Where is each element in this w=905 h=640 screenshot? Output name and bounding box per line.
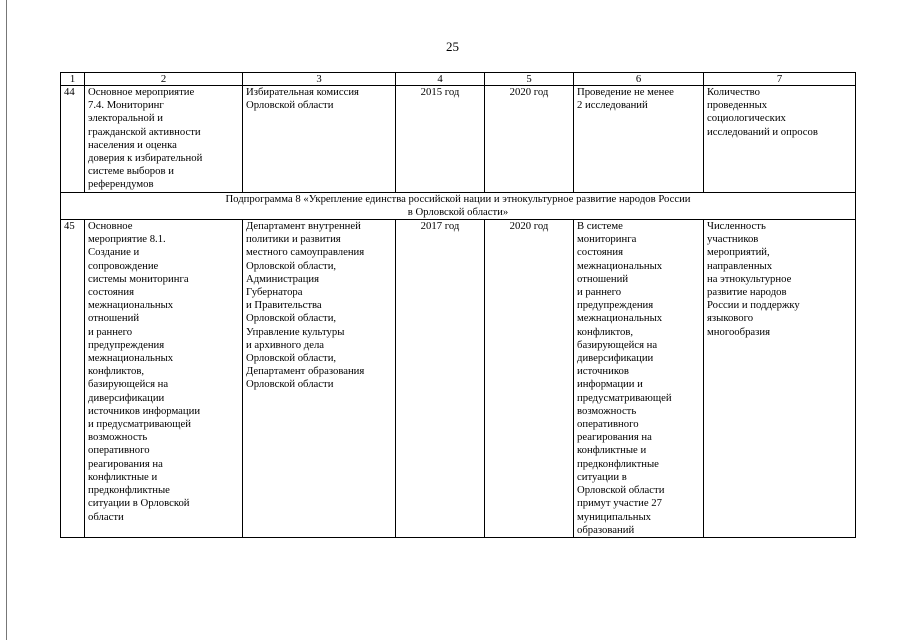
text-line: электоральной и <box>88 112 163 125</box>
text-line: доверия к избирательной <box>88 152 203 165</box>
text-line: реагирования на <box>88 457 163 470</box>
column-header: 5 <box>485 73 574 86</box>
text-line: проведенных <box>707 99 768 112</box>
text-line: предконфликтные <box>88 484 170 497</box>
text-line: Количество <box>707 86 760 98</box>
text-line: предупреждения <box>88 338 165 351</box>
text-line: предупреждения <box>577 299 654 312</box>
subprogram-title <box>61 192 856 219</box>
text-line: конфликтные и <box>577 444 647 457</box>
text-line: источников информации <box>88 404 201 417</box>
result-cell <box>574 220 704 538</box>
column-header: 7 <box>704 73 856 86</box>
text-line: отношений <box>577 272 629 285</box>
text-line: конфликтов, <box>577 325 634 338</box>
text-line: многообразия <box>707 325 771 338</box>
text-line: предусматривающей <box>577 391 672 404</box>
indicator-cell <box>704 86 856 193</box>
text-line: и архивного дела <box>246 338 325 351</box>
text-line: Подпрограмма 8 «Укрепление единства российской нации и этнокультурное развитие народов России <box>225 192 691 205</box>
end-year-cell: 2020 год <box>485 86 574 193</box>
row-number: 44 <box>61 86 85 193</box>
header-row <box>61 73 856 86</box>
text-line: Орловской области, <box>246 312 337 325</box>
text-line: оперативного <box>577 418 639 431</box>
text-line: конфликтов, <box>88 365 145 378</box>
text-line: базирующейся на <box>88 378 169 391</box>
text-line: мероприятие 8.1. <box>88 233 166 246</box>
text-line: и раннего <box>577 286 622 299</box>
text-line: ситуации в Орловской <box>88 497 190 510</box>
page-number: 25 <box>446 39 459 54</box>
text-line: конфликтные и <box>88 470 158 483</box>
text-line: в Орловской области» <box>407 205 509 218</box>
text-line: межнациональных <box>88 299 174 312</box>
text-line: Орловской области <box>577 484 665 497</box>
text-line: Орловской области <box>246 378 334 391</box>
start-year-cell: 2015 год <box>396 86 485 193</box>
text-line: Губернатора <box>246 286 303 299</box>
text-line: возможность <box>577 404 637 417</box>
column-header: 6 <box>574 73 704 86</box>
text-line: диверсификации <box>88 391 165 404</box>
text-line: на этнокультурное <box>707 272 792 285</box>
table-row <box>61 220 856 538</box>
text-line: Орловской области, <box>246 352 337 365</box>
text-line: состояния <box>88 286 135 299</box>
text-line: системы мониторинга <box>88 272 189 285</box>
row-number: 45 <box>61 220 85 538</box>
text-line: участников <box>707 233 759 246</box>
text-line: мероприятий, <box>707 246 770 259</box>
activity-cell <box>85 220 243 538</box>
column-header: 4 <box>396 73 485 86</box>
text-line: ситуации в <box>577 470 627 483</box>
executor-cell <box>243 86 396 193</box>
text-line: межнациональных <box>577 259 663 272</box>
text-line: предконфликтные <box>577 457 659 470</box>
text-line: межнациональных <box>88 352 174 365</box>
text-line: и предусматривающей <box>88 418 191 431</box>
result-cell <box>574 86 704 193</box>
column-header: 3 <box>243 73 396 86</box>
column-header: 2 <box>85 73 243 86</box>
text-line: развитие народов <box>707 286 787 299</box>
activity-cell <box>85 86 243 193</box>
text-line: мониторинга <box>577 233 637 246</box>
text-line: политики и развития <box>246 233 341 246</box>
text-line: Создание и <box>88 246 140 259</box>
subprogram-row <box>61 192 856 219</box>
text-line: примут участие 27 <box>577 497 662 510</box>
text-line: оперативного <box>88 444 150 457</box>
text-line: В системе <box>577 220 623 233</box>
end-year-cell: 2020 год <box>485 220 574 538</box>
text-line: 7.4. Мониторинг <box>88 99 164 112</box>
text-line: гражданской активности <box>88 125 201 138</box>
text-line: местного самоуправления <box>246 246 365 259</box>
text-line: и раннего <box>88 325 133 338</box>
text-line: Орловской области <box>246 99 334 112</box>
text-line: базирующейся на <box>577 338 658 351</box>
text-line: направленных <box>707 259 773 272</box>
text-line: языкового <box>707 312 754 325</box>
text-line: Управление культуры <box>246 325 345 338</box>
text-line: сопровождение <box>88 259 159 272</box>
text-line: информации и <box>577 378 643 391</box>
text-line: исследований и опросов <box>707 125 818 138</box>
text-line: образований <box>577 523 635 536</box>
text-line: диверсификации <box>577 352 654 365</box>
text-line: межнациональных <box>577 312 663 325</box>
text-line: области <box>88 510 124 523</box>
text-line: отношений <box>88 312 140 325</box>
page-edge-line <box>6 0 7 640</box>
text-line: Численность <box>707 220 766 233</box>
text-line: реагирования на <box>577 431 652 444</box>
text-line: состояния <box>577 246 624 259</box>
indicator-cell <box>704 220 856 538</box>
start-year-cell: 2017 год <box>396 220 485 538</box>
text-line: населения и оценка <box>88 138 177 151</box>
executor-cell <box>243 220 396 538</box>
text-line: Департамент внутренней <box>246 220 361 233</box>
text-line: муниципальных <box>577 510 651 523</box>
text-line: источников <box>577 365 629 378</box>
text-line: Проведение не менее <box>577 86 674 98</box>
column-header: 1 <box>61 73 85 86</box>
text-line: социологических <box>707 112 786 125</box>
table-row <box>61 86 856 193</box>
text-line: возможность <box>88 431 148 444</box>
text-line: Департамент образования <box>246 365 365 378</box>
text-line: России и поддержку <box>707 299 800 312</box>
program-table <box>60 72 856 538</box>
text-line: и Правительства <box>246 299 322 312</box>
text-line: Администрация <box>246 272 320 285</box>
text-line: референдумов <box>88 178 154 191</box>
text-line: Основное мероприятие <box>88 86 195 98</box>
text-line: Избирательная комиссия <box>246 86 359 98</box>
text-line: Основное <box>88 220 133 233</box>
text-line: Орловской области, <box>246 259 337 272</box>
text-line: 2 исследований <box>577 99 648 112</box>
text-line: системе выборов и <box>88 165 174 178</box>
